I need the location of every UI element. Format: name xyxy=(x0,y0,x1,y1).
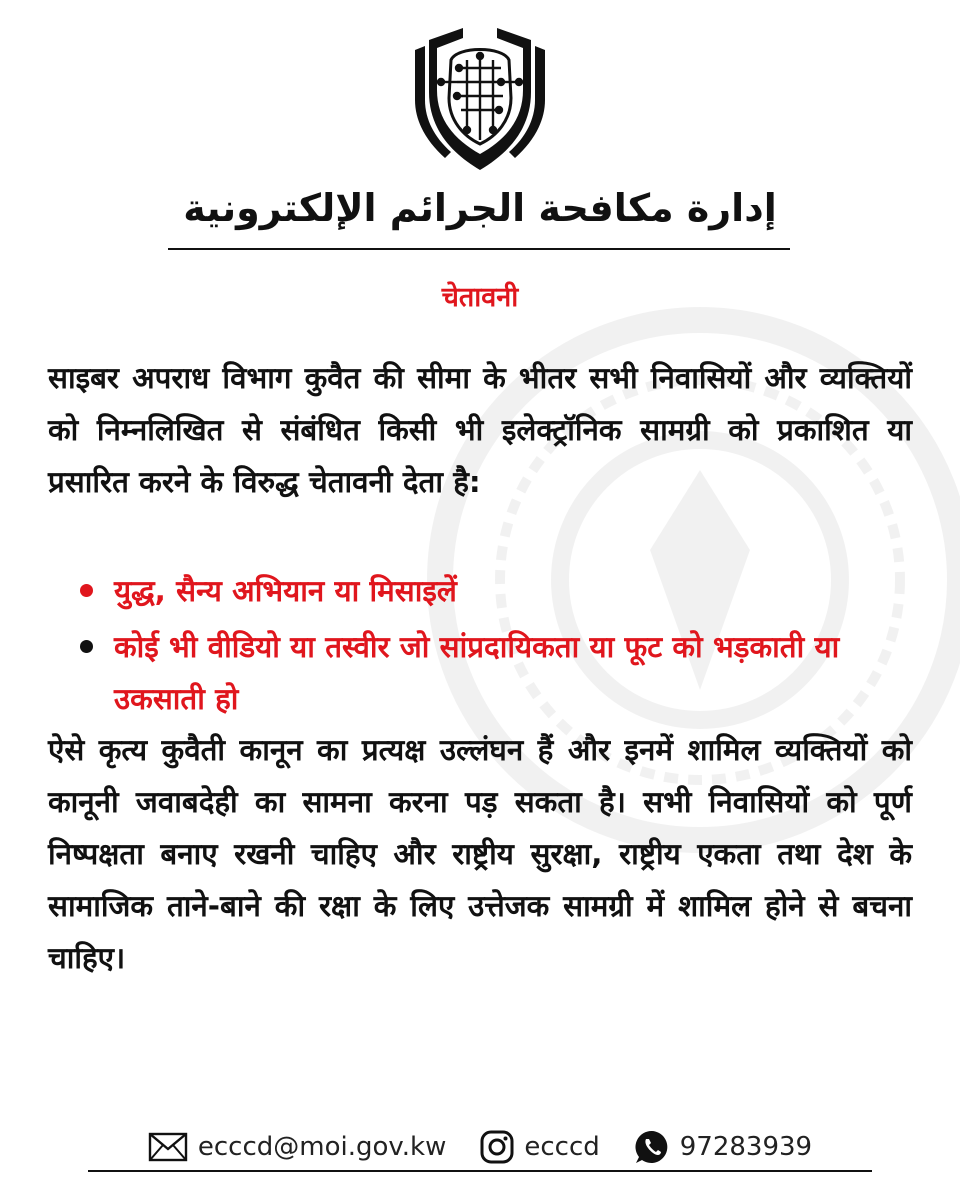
header-divider xyxy=(168,248,790,250)
list-item xyxy=(48,621,912,725)
list-item-text: कोई भी वीडियो या तस्वीर जो सांप्रदायिकता या फूट को भड़काती या उकसाती हो xyxy=(114,630,840,716)
whatsapp-number: 97283939 xyxy=(679,1132,813,1162)
warning-title: चेतावनी xyxy=(441,282,519,313)
email-contact[interactable] xyxy=(148,1132,446,1162)
instagram-contact[interactable] xyxy=(480,1130,599,1164)
instagram-icon xyxy=(480,1130,514,1164)
cyber-shield-logo xyxy=(407,20,553,176)
contact-footer xyxy=(100,1122,860,1172)
whatsapp-contact[interactable] xyxy=(634,1129,812,1165)
list-item xyxy=(48,565,912,617)
footer-divider xyxy=(88,1170,872,1172)
bullet-dot xyxy=(80,584,93,597)
organization-name: إدارة مكافحة الجرائم الإلكترونية xyxy=(183,186,777,230)
list-item-text: युद्ध, सैन्य अभियान या मिसाइलें xyxy=(114,574,457,608)
instagram-handle: ecccd xyxy=(524,1132,600,1162)
prohibited-content-list xyxy=(48,565,912,729)
intro-paragraph: साइबर अपराध विभाग कुवैत की सीमा के भीतर सभी निवासियों और व्यक्तियों को निम्नलिखित से संबंधित किसी भी इलेक्ट्रॉनिक सामग्री को प्रकाशित या प्रसारित करने के विरुद्ध चेतावनी देता है: xyxy=(48,361,912,499)
conclusion-paragraph: ऐसे कृत्य कुवैती कानून का प्रत्यक्ष उल्लंघन हैं और इनमें शामिल व्यक्तियों को कानूनी जवाबदेही का सामना करना पड़ सकता है। सभी निवासियों को पूर्ण निष्पक्षता बनाए रखनी चाहिए और राष्ट्रीय सुरक्षा, राष्ट्रीय एकता तथा देश के सामाजिक ताने-बाने की रक्षा के लिए उत्तेजक सामग्री में शामिल होने से बचना चाहिए। xyxy=(48,733,912,975)
email-address: ecccd@moi.gov.kw xyxy=(197,1132,447,1162)
envelope-icon xyxy=(148,1132,188,1162)
whatsapp-icon xyxy=(634,1129,670,1165)
bullet-dot xyxy=(80,640,93,653)
